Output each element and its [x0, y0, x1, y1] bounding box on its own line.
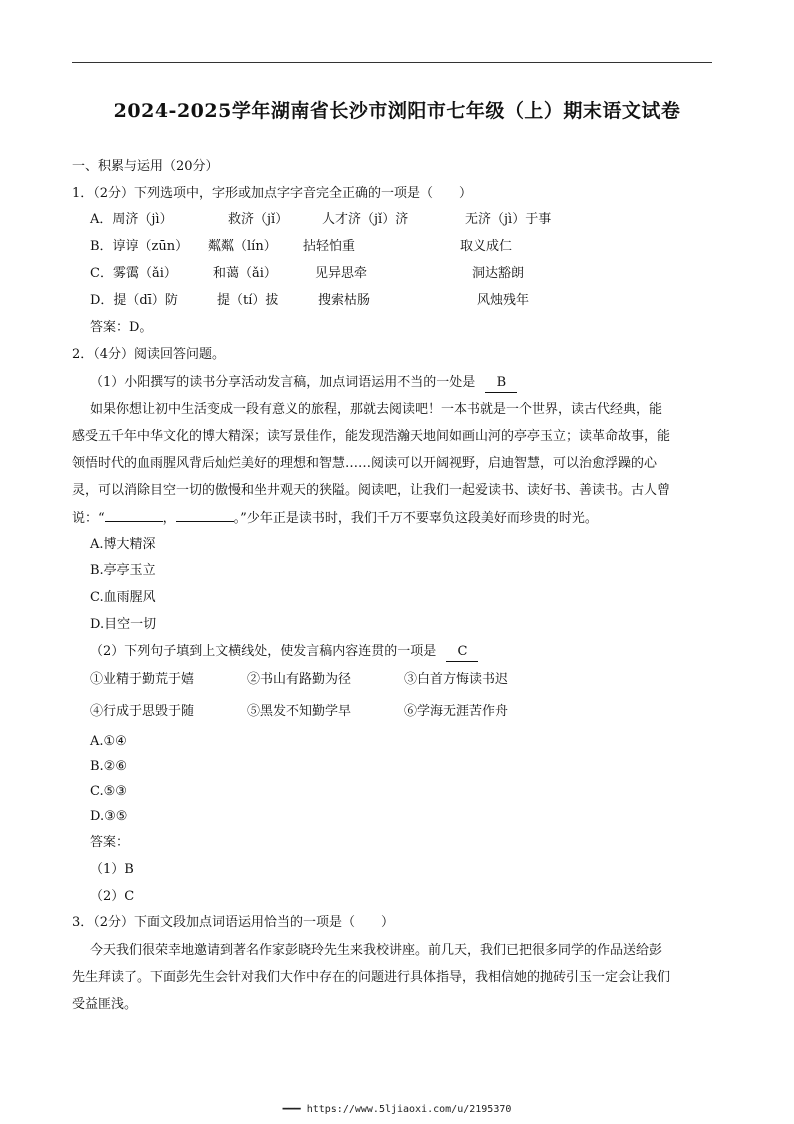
- q2-passage-line-3: 领悟时代的血雨腥风背后灿烂美好的理想和智慧……阅读可以开阔视野，启迪智慧，可以治愈浮躁的心: [72, 456, 658, 471]
- q2-sub2-option-a: A.①④: [90, 734, 127, 749]
- q1-option-d-4: 风烛残年: [477, 293, 530, 308]
- q2-sub2-answer: C: [446, 643, 478, 662]
- passage-comma: ，: [162, 511, 176, 526]
- q3-passage-line-3: 受益匪浅。: [72, 997, 138, 1012]
- q3-passage-line-2: 先生拜读了。下面彭先生会针对我们大作中存在的问题进行具体指导，我相信她的抛砖引玉一定会让我们: [72, 970, 671, 985]
- q1-option-c-3: 见异思牵: [315, 266, 368, 281]
- q2-sub1-option-a: A.博大精深: [90, 537, 156, 552]
- q2-sub2: [90, 643, 478, 662]
- top-rule: [72, 62, 712, 63]
- q3-stem: 3．（2分）下面文段加点词语运用恰当的一项是（ ）: [72, 915, 395, 930]
- sentence-3: ③白首方悔读书迟: [404, 672, 509, 687]
- q1-option-b-1: B．谆谆（zūn）: [90, 239, 189, 254]
- q2-answer-1: （1）B: [90, 862, 134, 877]
- sentence-4: ④行成于思毁于随: [90, 704, 195, 719]
- q2-sub1-option-b: B.亭亭玉立: [90, 563, 156, 578]
- fill-blank-2: [176, 509, 234, 522]
- q1-option-b-3: 拈轻怕重: [303, 239, 356, 254]
- q2-sub2-option-d: D.③⑤: [90, 809, 128, 824]
- q2-answer-2: （2）C: [90, 889, 135, 904]
- sentence-6: ⑥学海无涯苦作舟: [404, 704, 509, 719]
- q1-option-b-2: 粼粼（lín）: [208, 239, 277, 254]
- q1-option-a-3: 人才济（jǐ）济: [322, 212, 409, 227]
- passage-quote-close: 。”少年正是读书时，我们千万不要辜负这段美好而珍贵的时光。: [233, 511, 598, 526]
- q1-option-d-1: D．提（dī）防: [90, 293, 178, 308]
- q1-option-b-4: 取义成仁: [460, 239, 513, 254]
- q1-option-c-4: 洞达豁朗: [472, 266, 525, 281]
- q1-option-a-4: 无济（jì）于事: [465, 212, 552, 227]
- q2-passage-line-2: 感受五千年中华文化的博大精深；读写景佳作，能发现浩瀚天地间如画山河的亭亭玉立；读革命故事，能: [72, 429, 671, 444]
- footer-url: ━━━ https://www.5ljiaoxi.com/u/2195370: [282, 1104, 512, 1115]
- q1-option-d-2: 提（tí）拔: [217, 293, 279, 308]
- q2-sub1: [90, 374, 517, 393]
- q1-stem: 1．（2分）下列选项中，字形或加点字字音完全正确的一项是（ ）: [72, 186, 473, 201]
- passage-quote-open: 说：“: [72, 511, 105, 526]
- q1-answer: 答案：D。: [90, 320, 153, 335]
- q2-stem: 2．（4分）阅读回答问题。: [72, 347, 226, 362]
- q2-passage-line-1: 如果你想让初中生活变成一段有意义的旅程，那就去阅读吧！一本书就是一个世界，读古代经典，能: [90, 402, 663, 417]
- q3-passage-line-1: 今天我们很荣幸地邀请到著名作家彭晓玲先生来我校讲座。前几天，我们已把很多同学的作品送给彭: [90, 943, 663, 958]
- q1-option-a-2: 救济（jǐ）: [228, 212, 289, 227]
- q2-passage-line-5: [72, 509, 598, 528]
- sentence-2: ②书山有路勤为径: [247, 672, 352, 687]
- q2-sub1-option-c: C.血雨腥风: [90, 590, 156, 605]
- fill-blank-1: [105, 509, 163, 522]
- q2-passage-line-4: 灵，可以消除目空一切的傲慢和坐井观天的狭隘。阅读吧，让我们一起爱读书、读好书、善读书。古人曾: [72, 483, 671, 498]
- section-heading: 一、积累与运用（20分）: [72, 159, 219, 174]
- q1-option-c-1: C．雾霭（ǎi）: [90, 266, 177, 281]
- q2-sub2-option-c: C.⑤③: [90, 784, 127, 799]
- q2-answer-label: 答案：: [90, 835, 130, 850]
- q1-option-d-3: 搜索枯肠: [318, 293, 371, 308]
- q2-sub2-option-b: B.②⑥: [90, 759, 127, 774]
- page-title: 2024-2025学年湖南省长沙市浏阳市七年级（上）期末语文试卷: [113, 100, 681, 122]
- q2-sub1-answer: B: [485, 374, 517, 393]
- q2-sub1-text: （1）小阳撰写的读书分享活动发言稿，加点词语运用不当的一处是: [90, 375, 476, 390]
- q1-option-c-2: 和蔼（ǎi）: [213, 266, 277, 281]
- q2-sub2-text: （2）下列句子填到上文横线处，使发言稿内容连贯的一项是: [90, 644, 437, 659]
- q2-sub1-option-d: D.目空一切: [90, 617, 157, 632]
- q1-option-a-1: A．周济（jì）: [90, 212, 173, 227]
- sentence-5: ⑤黑发不知勤学早: [247, 704, 352, 719]
- sentence-1: ①业精于勤荒于嬉: [90, 672, 195, 687]
